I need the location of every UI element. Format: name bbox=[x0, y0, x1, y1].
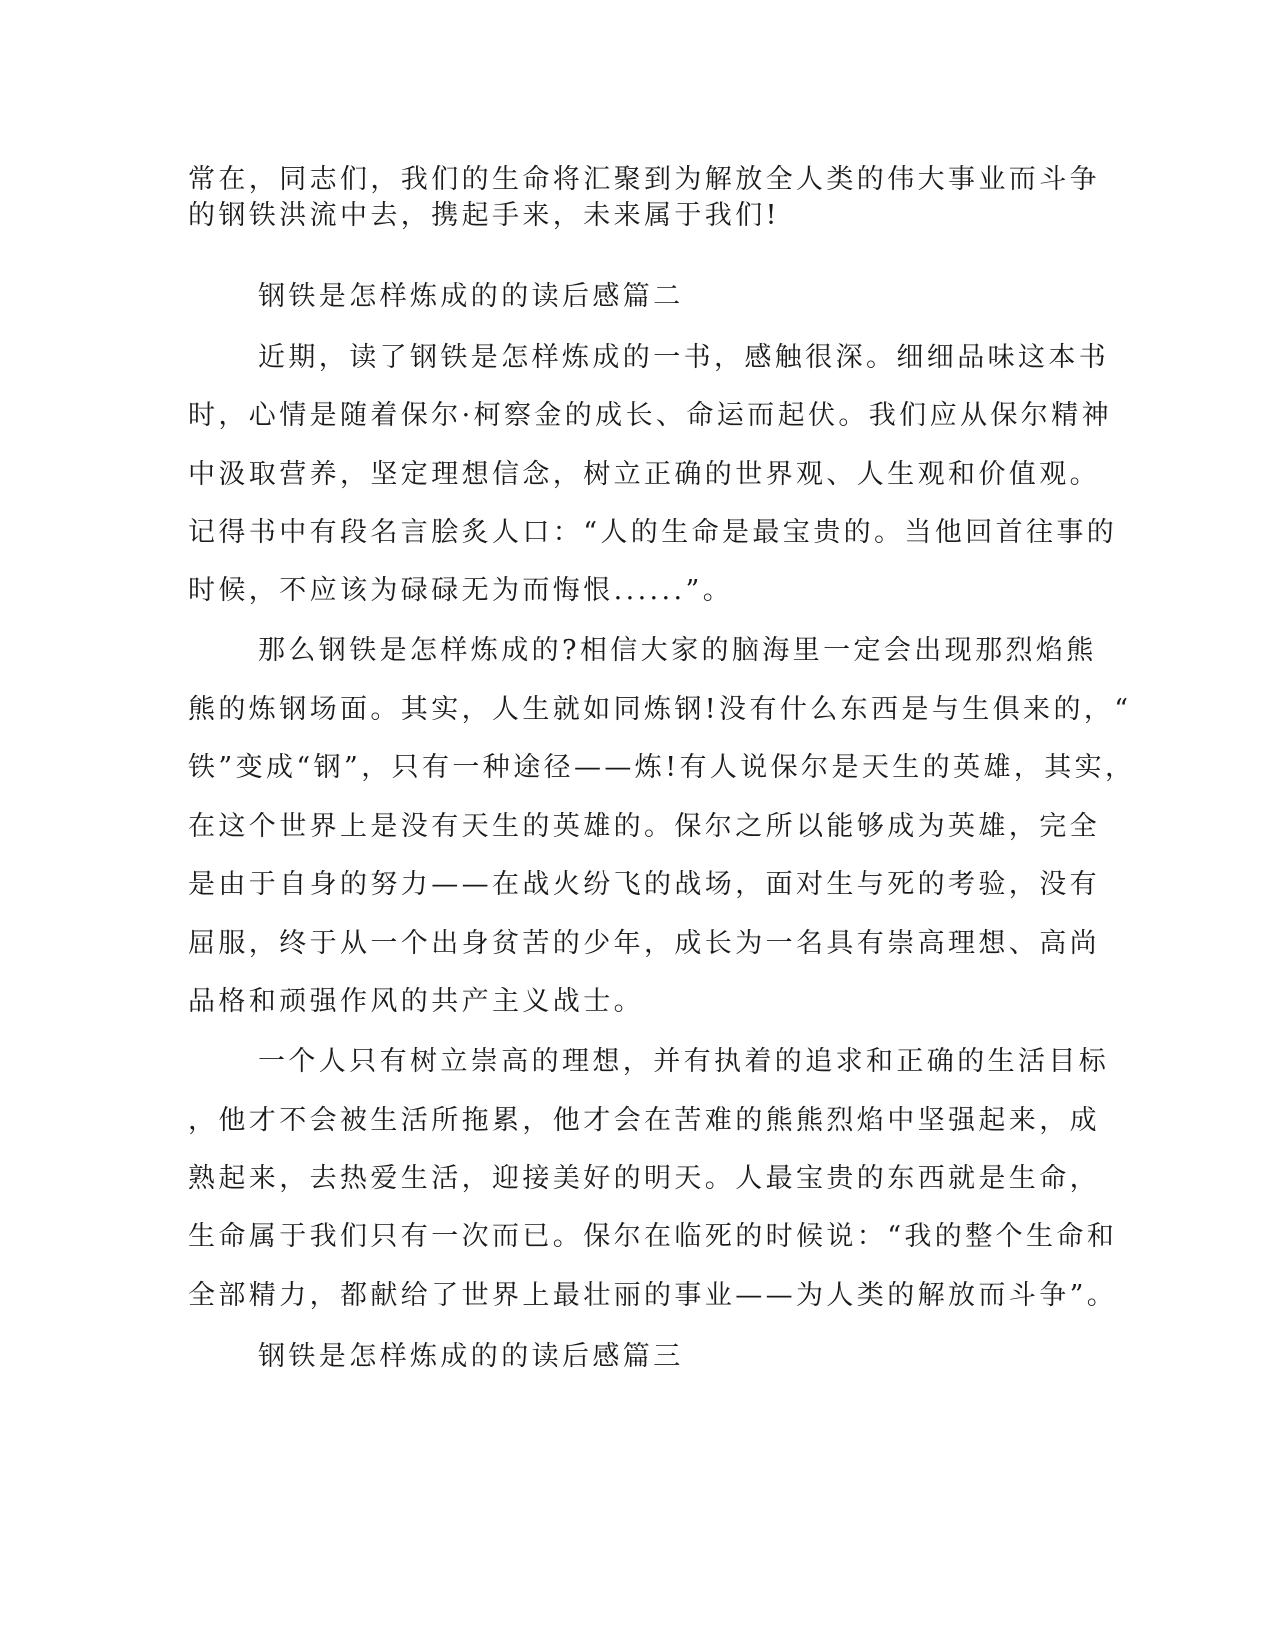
paragraph-line: 一个人只有树立崇高的理想，并有执着的追求和正确的生活目标 bbox=[258, 1046, 1110, 1077]
paragraph-line: 是由于自身的努力——在战火纷飞的战场，面对生与死的考验，没有 bbox=[188, 869, 1100, 900]
paragraph-line: 全部精力，都献给了世界上最壮丽的事业——为人类的解放而斗争”。 bbox=[188, 1280, 1118, 1311]
paragraph-line: 屈服，终于从一个出身贫苦的少年，成长为一名具有崇高理想、高尚 bbox=[188, 928, 1100, 959]
paragraph-line: 时，心情是随着保尔·柯察金的成长、命运而起伏。我们应从保尔精神 bbox=[188, 400, 1112, 431]
paragraph-line: 铁”变成“钢”，只有一种途径——炼!有人说保尔是天生的英雄，其实， bbox=[188, 752, 1136, 783]
paragraph-line: 那么钢铁是怎样炼成的?相信大家的脑海里一定会出现那烈焰熊 bbox=[258, 635, 1097, 666]
paragraph-line: 时候，不应该为碌碌无为而悔恨......”。 bbox=[188, 575, 734, 606]
section-heading: 钢铁是怎样炼成的的读后感篇二 bbox=[258, 281, 684, 312]
paragraph-line: 记得书中有段名言脍炙人口：“人的生命是最宝贵的。当他回首往事的 bbox=[188, 517, 1118, 548]
paragraph-line: 熟起来，去热爱生活，迎接美好的明天。人最宝贵的东西就是生命， bbox=[188, 1163, 1100, 1194]
paragraph-line: 生命属于我们只有一次而已。保尔在临死的时候说：“我的整个生命和 bbox=[188, 1221, 1118, 1252]
paragraph-line: ，他才不会被生活所拖累，他才会在苦难的熊熊烈焰中坚强起来，成 bbox=[188, 1105, 1100, 1136]
paragraph-line: 熊的炼钢场面。其实，人生就如同炼钢!没有什么东西是与生俱来的，“ bbox=[188, 694, 1132, 725]
paragraph-line: 的钢铁洪流中去，携起手来，未来属于我们! bbox=[188, 200, 780, 231]
paragraph-line: 近期，读了钢铁是怎样炼成的一书，感触很深。细细品味这本书 bbox=[258, 342, 1110, 373]
paragraph-line: 常在，同志们，我们的生命将汇聚到为解放全人类的伟大事业而斗争 bbox=[188, 164, 1100, 195]
paragraph-line: 在这个世界上是没有天生的英雄的。保尔之所以能够成为英雄，完全 bbox=[188, 811, 1100, 842]
paragraph-line: 品格和顽强作风的共产主义战士。 bbox=[188, 986, 644, 1017]
section-heading: 钢铁是怎样炼成的的读后感篇三 bbox=[258, 1341, 684, 1372]
paragraph-line: 中汲取营养，坚定理想信念，树立正确的世界观、人生观和价值观。 bbox=[188, 459, 1100, 490]
